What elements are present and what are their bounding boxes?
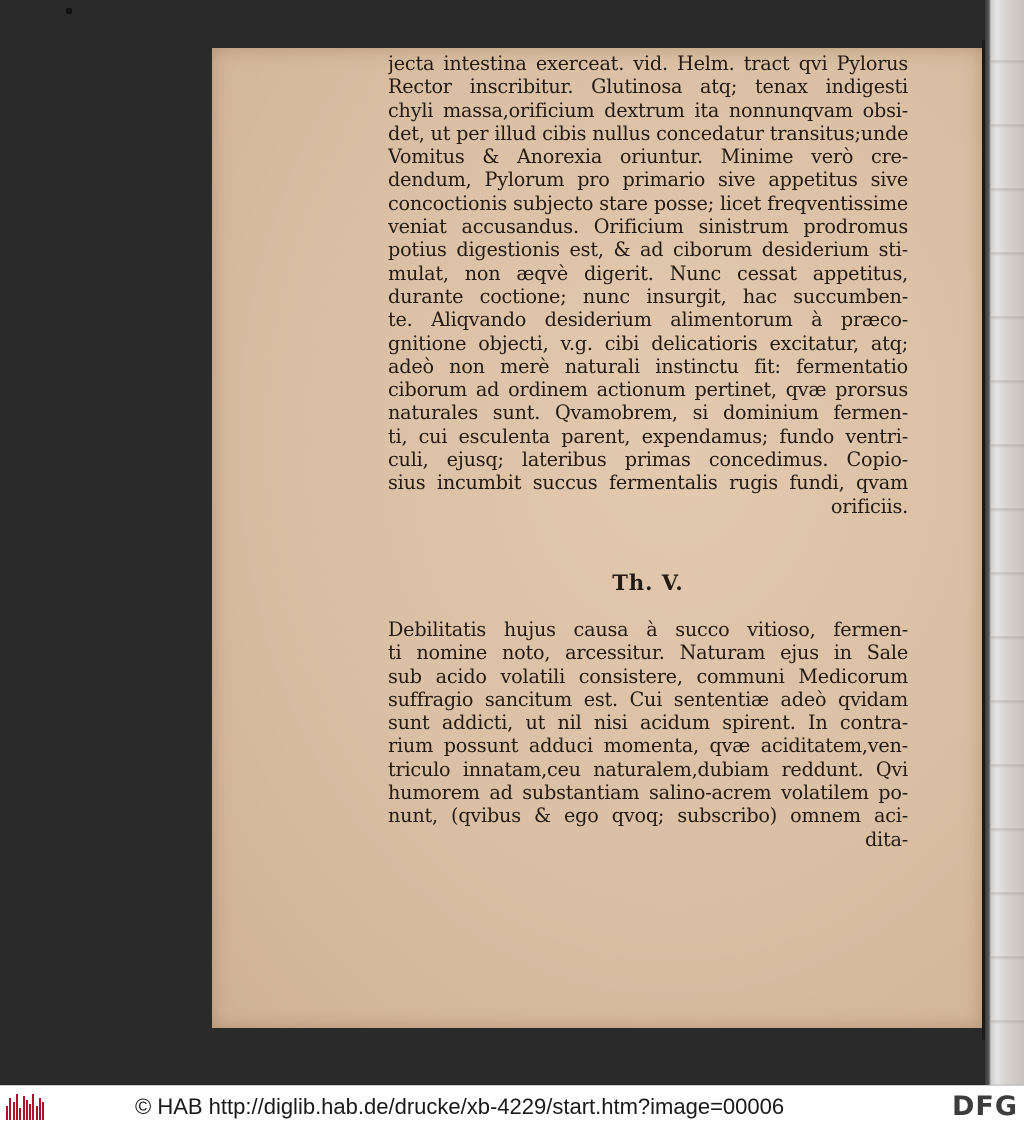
barcode-bar [23,1096,25,1120]
text-line: dita- [864,827,908,851]
text-line: orificiis. [830,494,908,518]
text-line: humorem ad substantiam salino-acrem volatilem po- [388,781,908,805]
text-line: triculo innatam,ceu naturalem,dubiam reddunt. Qvi [388,757,908,781]
text-line: concoctionis subjecto stare posse; licet freqventissime [388,191,908,215]
scanned-page [212,48,982,1028]
barcode-bar [9,1098,11,1120]
barcode-bar [26,1100,28,1120]
text-line: dendum, Pylorum pro primario sive appetitus sive [388,168,908,192]
text-line: sub acido volatili consistere, communi Medicorum [388,664,908,688]
text-line: mulat, non æqvè digerit. Nunc cessat appetitus, [388,261,908,285]
text-line: ti, cui esculenta parent, expendamus; fundo ventri- [388,424,908,448]
text-line: nunt, (qvibus & ego qvoq; subscribo) omnem aci- [388,804,908,828]
barcode-bar [29,1104,31,1120]
footer-citation[interactable]: © HAB http://diglib.hab.de/drucke/xb-4229/start.htm?image=00006 [135,1094,785,1119]
text-line: det, ut per illud cibis nullus concedatur transitus;unde [388,121,908,145]
barcode-bar [36,1106,38,1120]
barcode-bar [19,1108,21,1120]
barcode-bar [16,1094,18,1120]
text-line: jecta intestina exerceat. vid. Helm. tract qvi Pylorus [388,52,908,75]
text-line: ciborum ad ordinem actionum pertinet, qvæ prorsus [388,378,908,402]
text-line: Debilitatis hujus causa à succo vitioso, fermen- [388,618,908,641]
text-line: sius incumbit succus fermentalis rugis fundi, qvam [388,471,908,495]
text-line: Rector inscribitur. Glutinosa atq; tenax indigesti [388,75,908,99]
text-line: rium possunt adduci momenta, qvæ aciditatem,ven- [388,734,908,758]
text-line: ti nomine noto, arcessitur. Naturam ejus in Sale [388,641,908,665]
dfg-logo[interactable]: DFG [951,1091,1018,1122]
barcode-bar [42,1102,44,1120]
paragraph-1 [388,52,908,518]
text-line: durante coctione; nunc insurgit, hac succumben- [388,284,908,308]
hab-barcode-logo-icon[interactable] [6,1092,46,1120]
barcode-bar [6,1106,8,1120]
text-line: naturales sunt. Qvamobrem, si dominium fermen- [388,401,908,425]
paragraph-2 [388,618,908,851]
footer-bar [0,1085,1024,1125]
next-page-edge [985,0,1024,1085]
text-line: Vomitus & Anorexia oriuntur. Minime verò cre- [388,145,908,169]
text-line: veniat accusandus. Orificium sinistrum prodromus [388,215,908,239]
text-line: suffragio sancitum est. Cui sententiæ adeò qvidam [388,687,908,711]
text-line: culi, ejusq; lateribus primas concedimus. Copio- [388,448,908,472]
text-line: te. Aliqvando desiderium alimentorum à præco- [388,308,908,332]
text-line: gnitione objecti, v.g. cibi delicatioris excitatur, atq; [388,331,908,355]
section-heading: Th. V. [612,570,684,595]
barcode-bar [39,1098,41,1120]
text-line: sunt addicti, ut nil nisi acidum spirent. In contra- [388,711,908,735]
scan-mark [66,8,72,14]
text-line: potius digestionis est, & ad ciborum desiderium sti- [388,238,908,262]
text-line: adeò non merè naturali instinctu fit: fermentatio [388,354,908,378]
text-line: chyli massa,orificium dextrum ita nonnunqvam obsi- [388,98,908,122]
barcode-bar [13,1102,15,1120]
barcode-bar [32,1094,34,1120]
